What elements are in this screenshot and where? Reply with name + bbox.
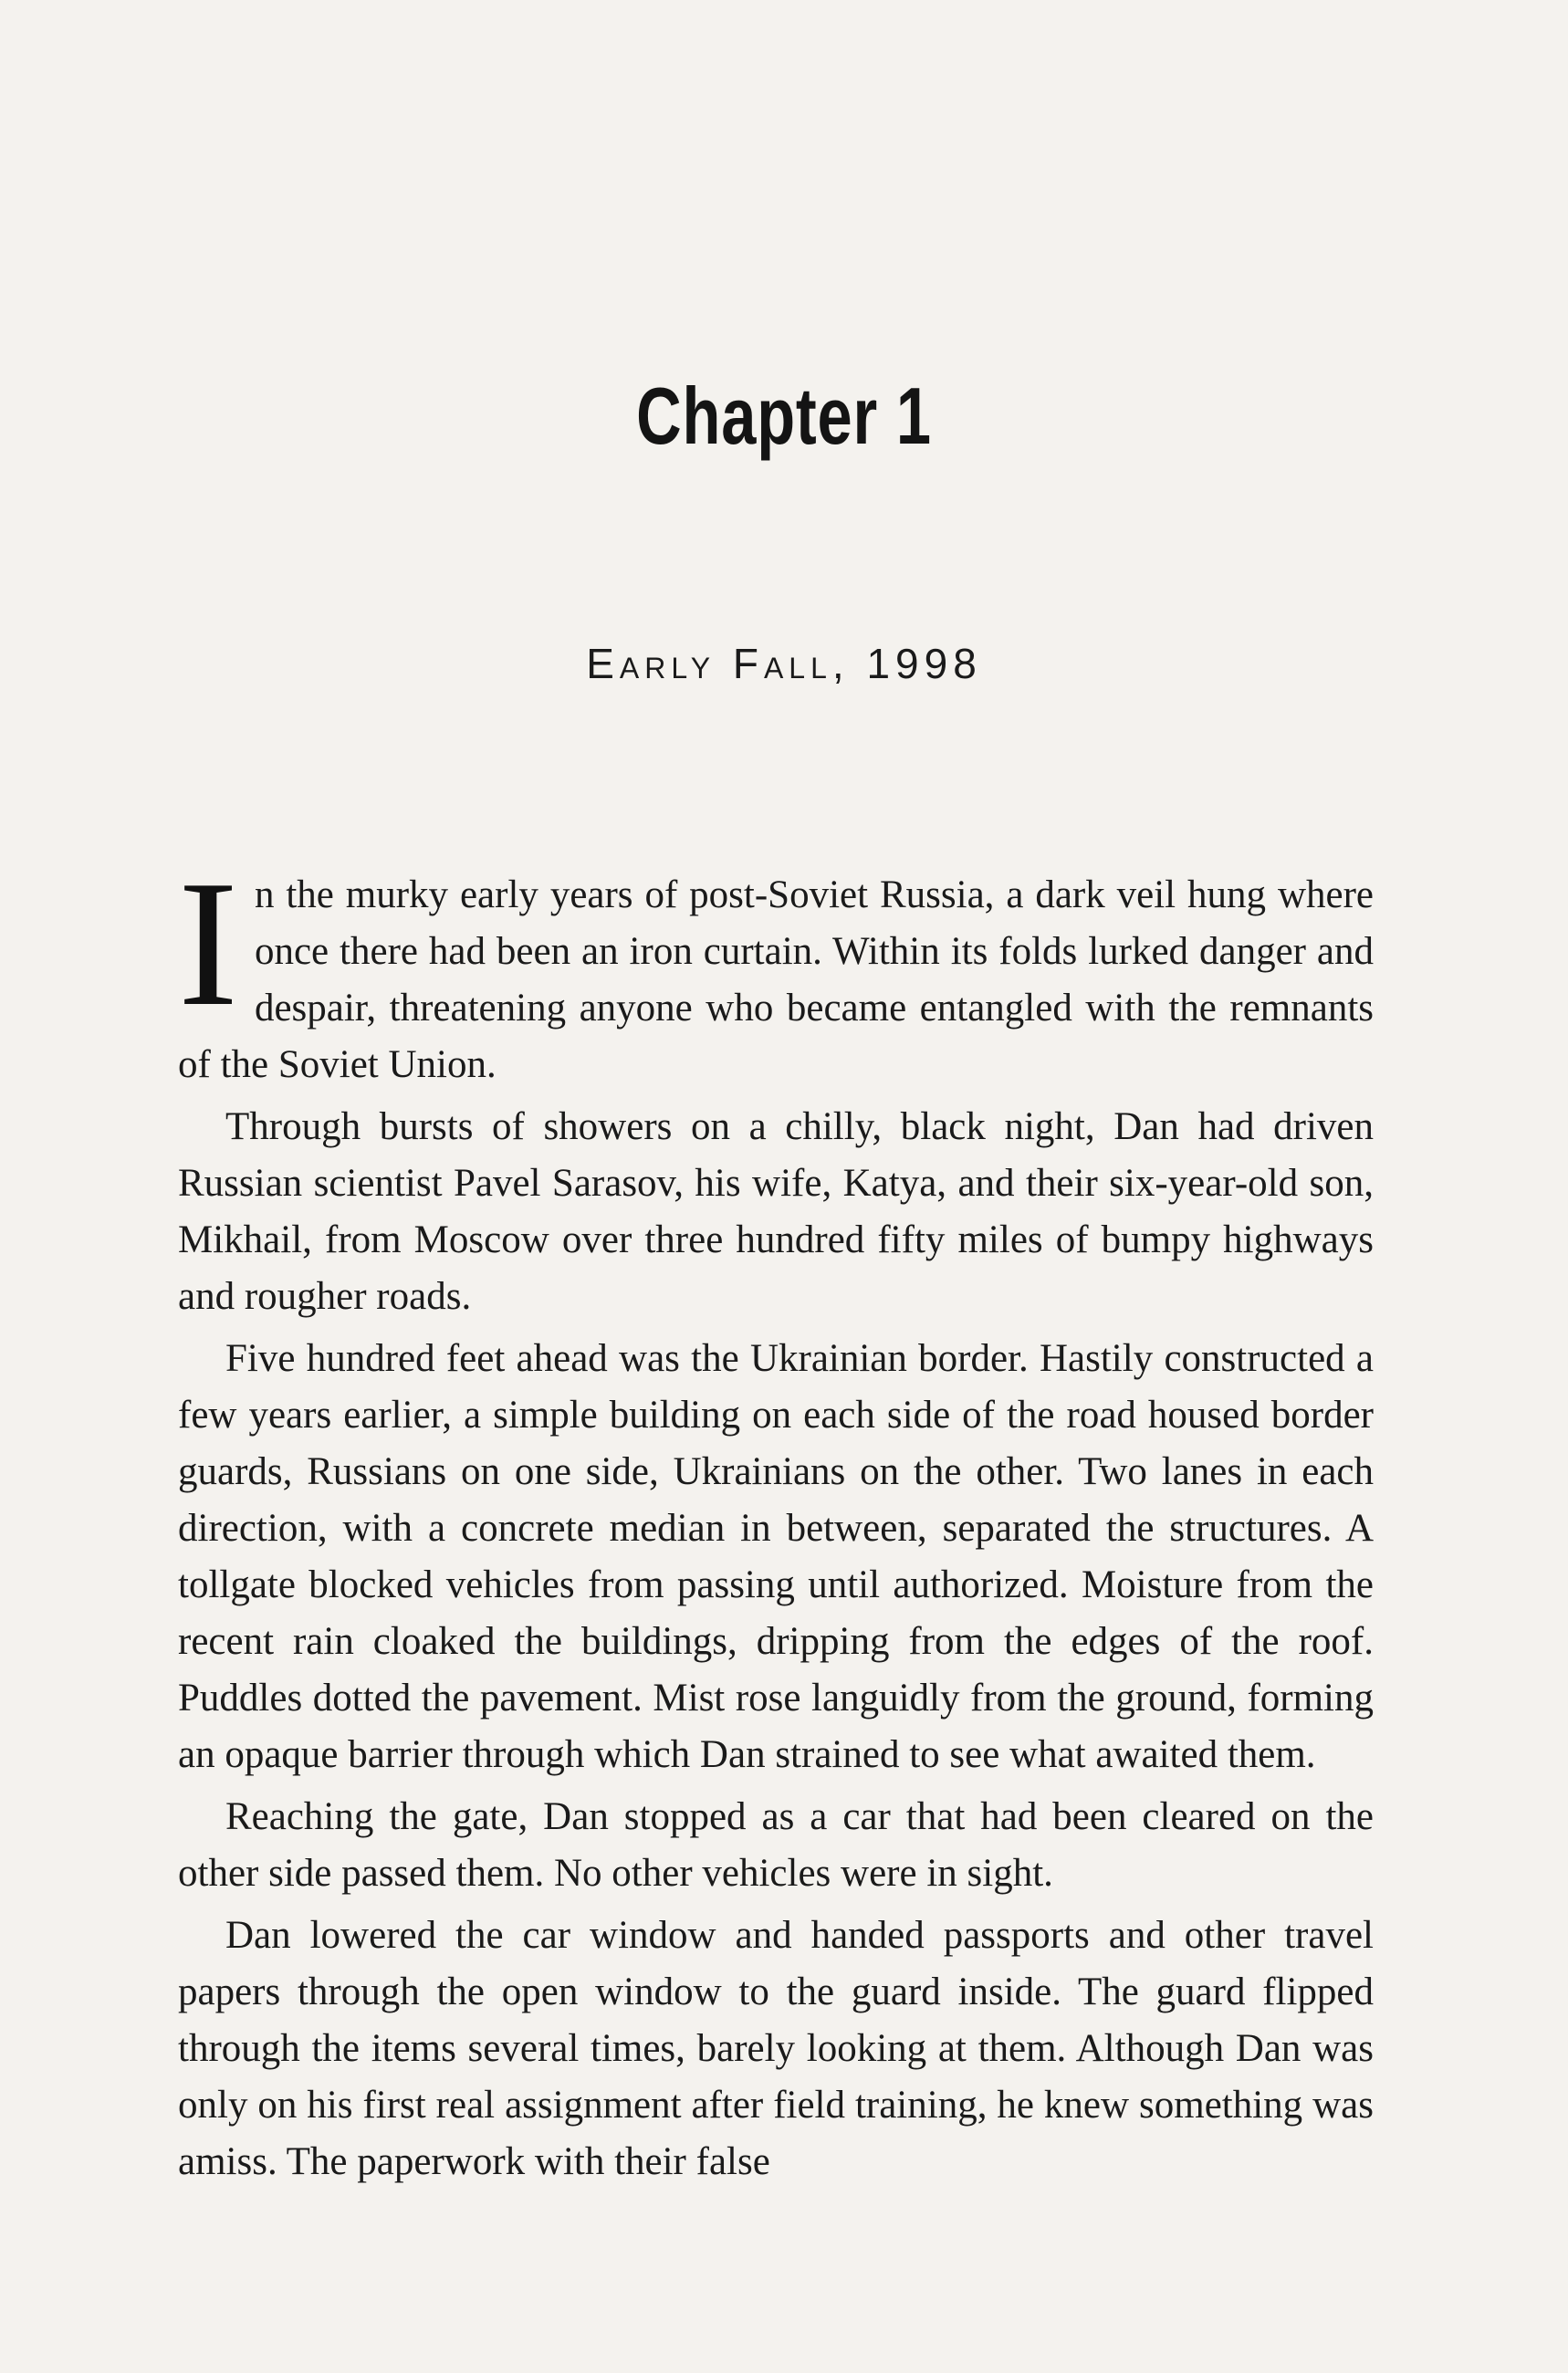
paragraph-4: Reaching the gate, Dan stopped as a car that had been cleared on the other side passed them. No other vehicles were in sight. (178, 1795, 1374, 1895)
chapter-subtitle: Early Fall, 1998 (586, 640, 982, 687)
paragraph-1-text: n the murky early years of post-Soviet Russia, a dark veil hung where once there had been an iron curtain. Within its folds lurked danger and despair, threatening anyone who became entangled with the remnants of the Soviet Union. (178, 873, 1374, 1086)
chapter-title: Chapter 1 (636, 371, 932, 461)
body-text (178, 843, 1374, 2190)
drop-cap: I (178, 843, 238, 1043)
paragraph-1 (178, 843, 1374, 1093)
paragraph-3: Five hundred feet ahead was the Ukrainian border. Hastily constructed a few years earlier, a simple building on each side of the road housed border guards, Russians on one side, Ukrainians on the other. Two lanes in each direction, with a concrete median in between, separated the structures. A tollgate blocked vehicles from passing until authorized. Moisture from the recent rain cloaked the buildings, dripping from the edges of the roof. Puddles dotted the pavement. Mist rose languidly from the ground, forming an opaque barrier through which Dan strained to see what awaited them. (178, 1337, 1374, 1776)
paragraph-5: Dan lowered the car window and handed passports and other travel papers through the open window to the guard inside. The guard flipped through the items several times, barely looking at them. Although Dan was only on his first real assignment after field training, he knew something was amiss. The paperwork with their false (178, 1914, 1374, 2183)
paragraph-2: Through bursts of showers on a chilly, black night, Dan had driven Russian scientist Pavel Sarasov, his wife, Katya, and their six-year-old son, Mikhail, from Moscow over three hundred fifty miles of bumpy highways and rougher roads. (178, 1105, 1374, 1318)
